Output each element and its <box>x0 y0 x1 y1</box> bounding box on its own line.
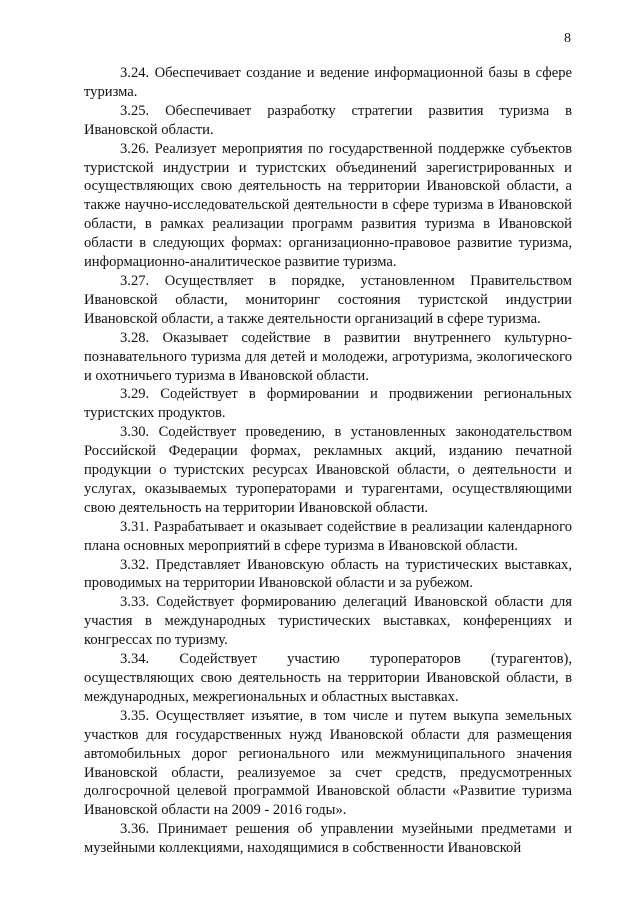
document-body <box>84 64 572 858</box>
paragraph-3-31: 3.31. Разрабатывает и оказывает содействие в реализации календарного плана основных мероприятий в сфере туризма в Ивановской области. <box>84 518 572 554</box>
paragraph-3-30: 3.30. Содействует проведению, в установленных законодательством Российской Федерации формах, рекламных акций, изданию печатной продукции о туристских ресурсах Ивановской области, о деятельности и услугах, оказываемых туроператорами и турагентами, осуществляющими свою деятельность на территории Ивановской области. <box>84 424 572 516</box>
paragraph-3-27: 3.27. Осуществляет в порядке, установленном Правительством Ивановской области, мониторинг состояния туристской индустрии Ивановской области, а также деятельности организаций в сфере туризма. <box>84 272 572 327</box>
paragraph-3-29: 3.29. Содействует в формировании и продвижении региональных туристских продуктов. <box>84 386 572 422</box>
paragraph-3-36: 3.36. Принимает решения об управлении музейными предметами и музейными коллекциями, находящимися в собственности Ивановской <box>84 821 572 857</box>
paragraph-3-34: 3.34. Содействует участию туроператоров (турагентов), осуществляющих свою деятельность на территории Ивановской области, в международных, межрегиональных и областных выставках. <box>84 651 572 705</box>
paragraph-3-28: 3.28. Оказывает содействие в развитии внутреннего культурно-познавательного туризма для детей и молодежи, агротуризма, экологического и охотничьего туризма в Ивановской области. <box>84 329 572 384</box>
paragraph-3-32: 3.32. Представляет Ивановскую область на туристических выставках, проводимых на территории Ивановской области и за рубежом. <box>84 556 572 592</box>
paragraph-3-24: 3.24. Обеспечивает создание и ведение информационной базы в сфере туризма. <box>84 65 572 100</box>
paragraph-3-33: 3.33. Содействует формированию делегаций Ивановской области для участия в международных туристических выставках, конференциях и конгрессах по туризму. <box>84 594 572 649</box>
page-number: 8 <box>564 31 571 46</box>
paragraph-3-25: 3.25. Обеспечивает разработку стратегии развития туризма в Ивановской области. <box>84 102 572 138</box>
paragraph-3-26: 3.26. Реализует мероприятия по государственной поддержке субъектов туристской индустрии и туристских объединений зарегистрированных и осуществляющих свою деятельность на территории Ивановской области, а также научно-исследовательской деятельности в сфере туризма в Ивановской области, в рамках реализации программ развития туризма в Ивановской области в следующих формах: организационно-правовое развитие туризма, информационно-аналитическое развитие туризма. <box>84 140 572 271</box>
paragraph-3-35: 3.35. Осуществляет изъятие, в том числе и путем выкупа земельных участков для государственных нужд Ивановской области для размещения автомобильных дорог регионального или межмуниципального значения Ивановской области, реализуемое за счет средств, предусмотренных долгосрочной целевой программой Ивановской области «Развитие туризма Ивановской области на 2009 - 2016 годы». <box>84 707 572 819</box>
